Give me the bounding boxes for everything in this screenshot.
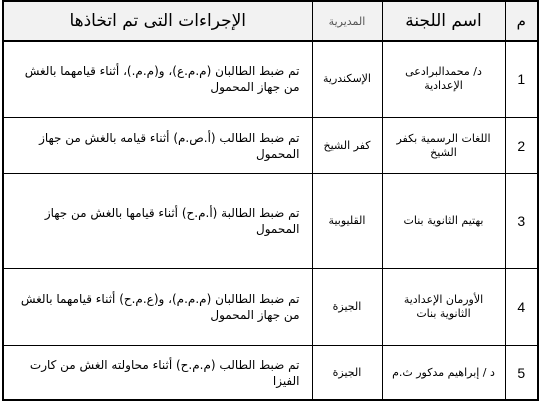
table-body <box>3 41 538 400</box>
committee-name: الأورمان الإعدادية الثانوية بنات <box>382 268 505 346</box>
action-taken: تم ضبط الطالبة (أ.م.ح) أثناء قيامها بالغش من جهاز المحمول <box>3 174 312 268</box>
incidents-table <box>2 0 539 401</box>
committee-name: د / إبراهيم مدكور ث.م <box>382 346 505 400</box>
action-taken: تم ضبط الطالب (م.م.ح) أثناء محاولته الغش من كارت الفيزا <box>3 346 312 400</box>
row-number: 2 <box>505 117 538 174</box>
table-row <box>3 346 538 400</box>
table-row <box>3 41 538 117</box>
action-taken: تم ضبط الطالبان (م.م.ع)، و(م.م.)، أثناء قيامهما بالغش من جهاز المحمول <box>3 41 312 117</box>
header-actions-taken: الإجراءات التى تم اتخاذها <box>3 1 312 41</box>
directorate-name: القليوبية <box>312 174 382 268</box>
row-number: 4 <box>505 268 538 346</box>
table-header <box>3 1 538 41</box>
action-taken: تم ضبط الطالب (أ.ص.م) أثناء قيامه بالغش من جهاز المحمول <box>3 117 312 174</box>
committee-name: د/ محمدالبرادعى الإعدادية <box>382 41 505 117</box>
committee-name: اللغات الرسمية بكفر الشيخ <box>382 117 505 174</box>
table-row <box>3 268 538 346</box>
table-row <box>3 174 538 268</box>
directorate-name: كفر الشيخ <box>312 117 382 174</box>
header-committee-name: اسم اللجنة <box>382 1 505 41</box>
directorate-name: الجيزة <box>312 346 382 400</box>
row-number: 5 <box>505 346 538 400</box>
table-row <box>3 117 538 174</box>
header-number: م <box>505 1 538 41</box>
header-row <box>3 1 538 41</box>
directorate-name: الإسكندرية <box>312 41 382 117</box>
header-directorate: المديرية <box>312 1 382 41</box>
row-number: 3 <box>505 174 538 268</box>
action-taken: تم ضبط الطالبان (م.م.م)، و(ع.م.ح) أثناء قيامهما بالغش من جهاز المحمول <box>3 268 312 346</box>
directorate-name: الجيزة <box>312 268 382 346</box>
row-number: 1 <box>505 41 538 117</box>
committee-name: بهتيم الثانوية بنات <box>382 174 505 268</box>
